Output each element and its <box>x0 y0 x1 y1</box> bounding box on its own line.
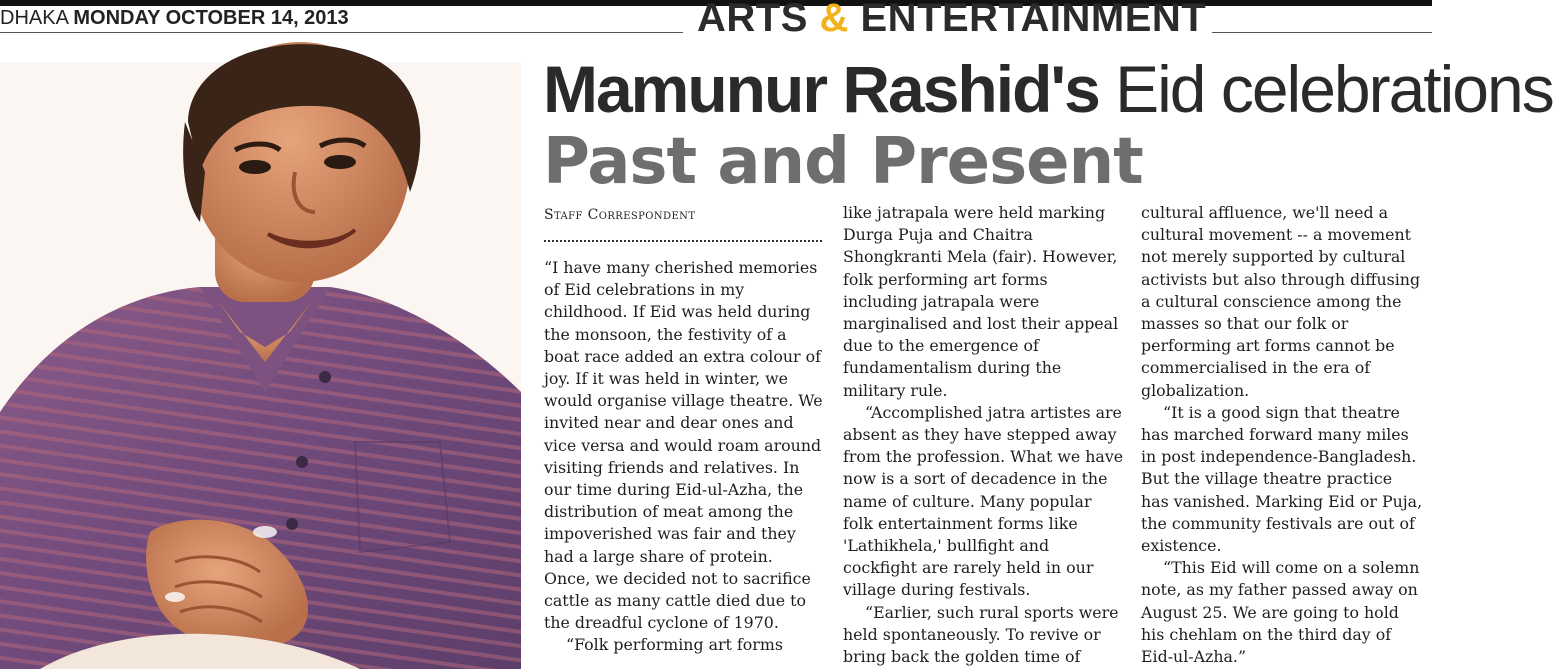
dateline <box>0 7 349 33</box>
byline-divider <box>544 228 822 242</box>
dateline-rule <box>0 32 683 33</box>
paragraph: “I have many cherished memories of Eid celebrations in my childhood. If Eid was held during the monsoon, the festivity of a boat race added an extra colour of joy. If it was held in winter, we would organise village theatre. We invited near and dear ones and vice versa and would roam around visiting friends and relatives. In our time during Eid-ul-Azha, the distribution of meat among the impoverished was fair and they had a large share of protein. Once, we decided not to sacrifice cattle as many cattle died due to the dreadful cyclone of 1970. <box>544 258 823 633</box>
dateline-city: DHAKA <box>0 7 68 29</box>
paragraph: “Earlier, such rural sports were held spontaneously. To revive or bring back the golden time of <box>843 602 1119 667</box>
paragraph: “Accomplished jatra artistes are absent as they have stepped away from the profession. What we have now is a sort of decadence in the name of culture. Many popular folk entertainment forms like 'Lathikhela,' bullfight and cockfight are rarely held in our village during festivals. <box>843 402 1124 600</box>
article-column-2 <box>843 202 1125 668</box>
paragraph: cultural affluence, we'll need a cultural movement -- a movement not merely supported by cultural activists but also through diffusing a cultural conscience among the masses so that our folk or performing art forms cannot be commercialised in the era of globalization. <box>1141 203 1421 400</box>
paragraph: “This Eid will come on a solemn note, as my father passed away on August 25. We are going to hold his chehlam on the third day of Eid-ul-Azha.” <box>1141 558 1420 667</box>
byline: Staff Correspondent <box>544 207 696 223</box>
paragraph: like jatrapala were held marking Durga Puja and Chaitra Shongkranti Mela (fair). However, folk performing art forms including jatrapala were marginalised and lost their appeal due to the emergence of fundamentalism during the military rule. <box>843 203 1119 400</box>
dateline-date: MONDAY OCTOBER 14, 2013 <box>73 7 349 29</box>
paragraph: “Folk performing art forms <box>566 635 783 655</box>
subheadline: Past and Present <box>543 125 1143 199</box>
section-heading-ampersand: & <box>819 0 849 40</box>
portrait-photo <box>0 62 521 669</box>
section-heading <box>697 0 1206 41</box>
article-column-3 <box>1141 202 1423 668</box>
paragraph: “It is a good sign that theatre has marched forward many miles in post independence-Bangladesh. But the village theatre practice has vanished. Marking Eid or Puja, the community festivals are out of existence. <box>1141 402 1423 556</box>
headline <box>543 52 1553 126</box>
headline-rest: Eid celebrations <box>1098 52 1553 126</box>
section-heading-entertainment: ENTERTAINMENT <box>848 0 1207 40</box>
section-rule <box>1212 32 1432 33</box>
section-heading-arts: ARTS <box>697 0 820 40</box>
headline-name: Mamunur Rashid's <box>543 52 1099 126</box>
portrait-illustration <box>0 62 521 669</box>
article-column-1 <box>544 257 824 657</box>
